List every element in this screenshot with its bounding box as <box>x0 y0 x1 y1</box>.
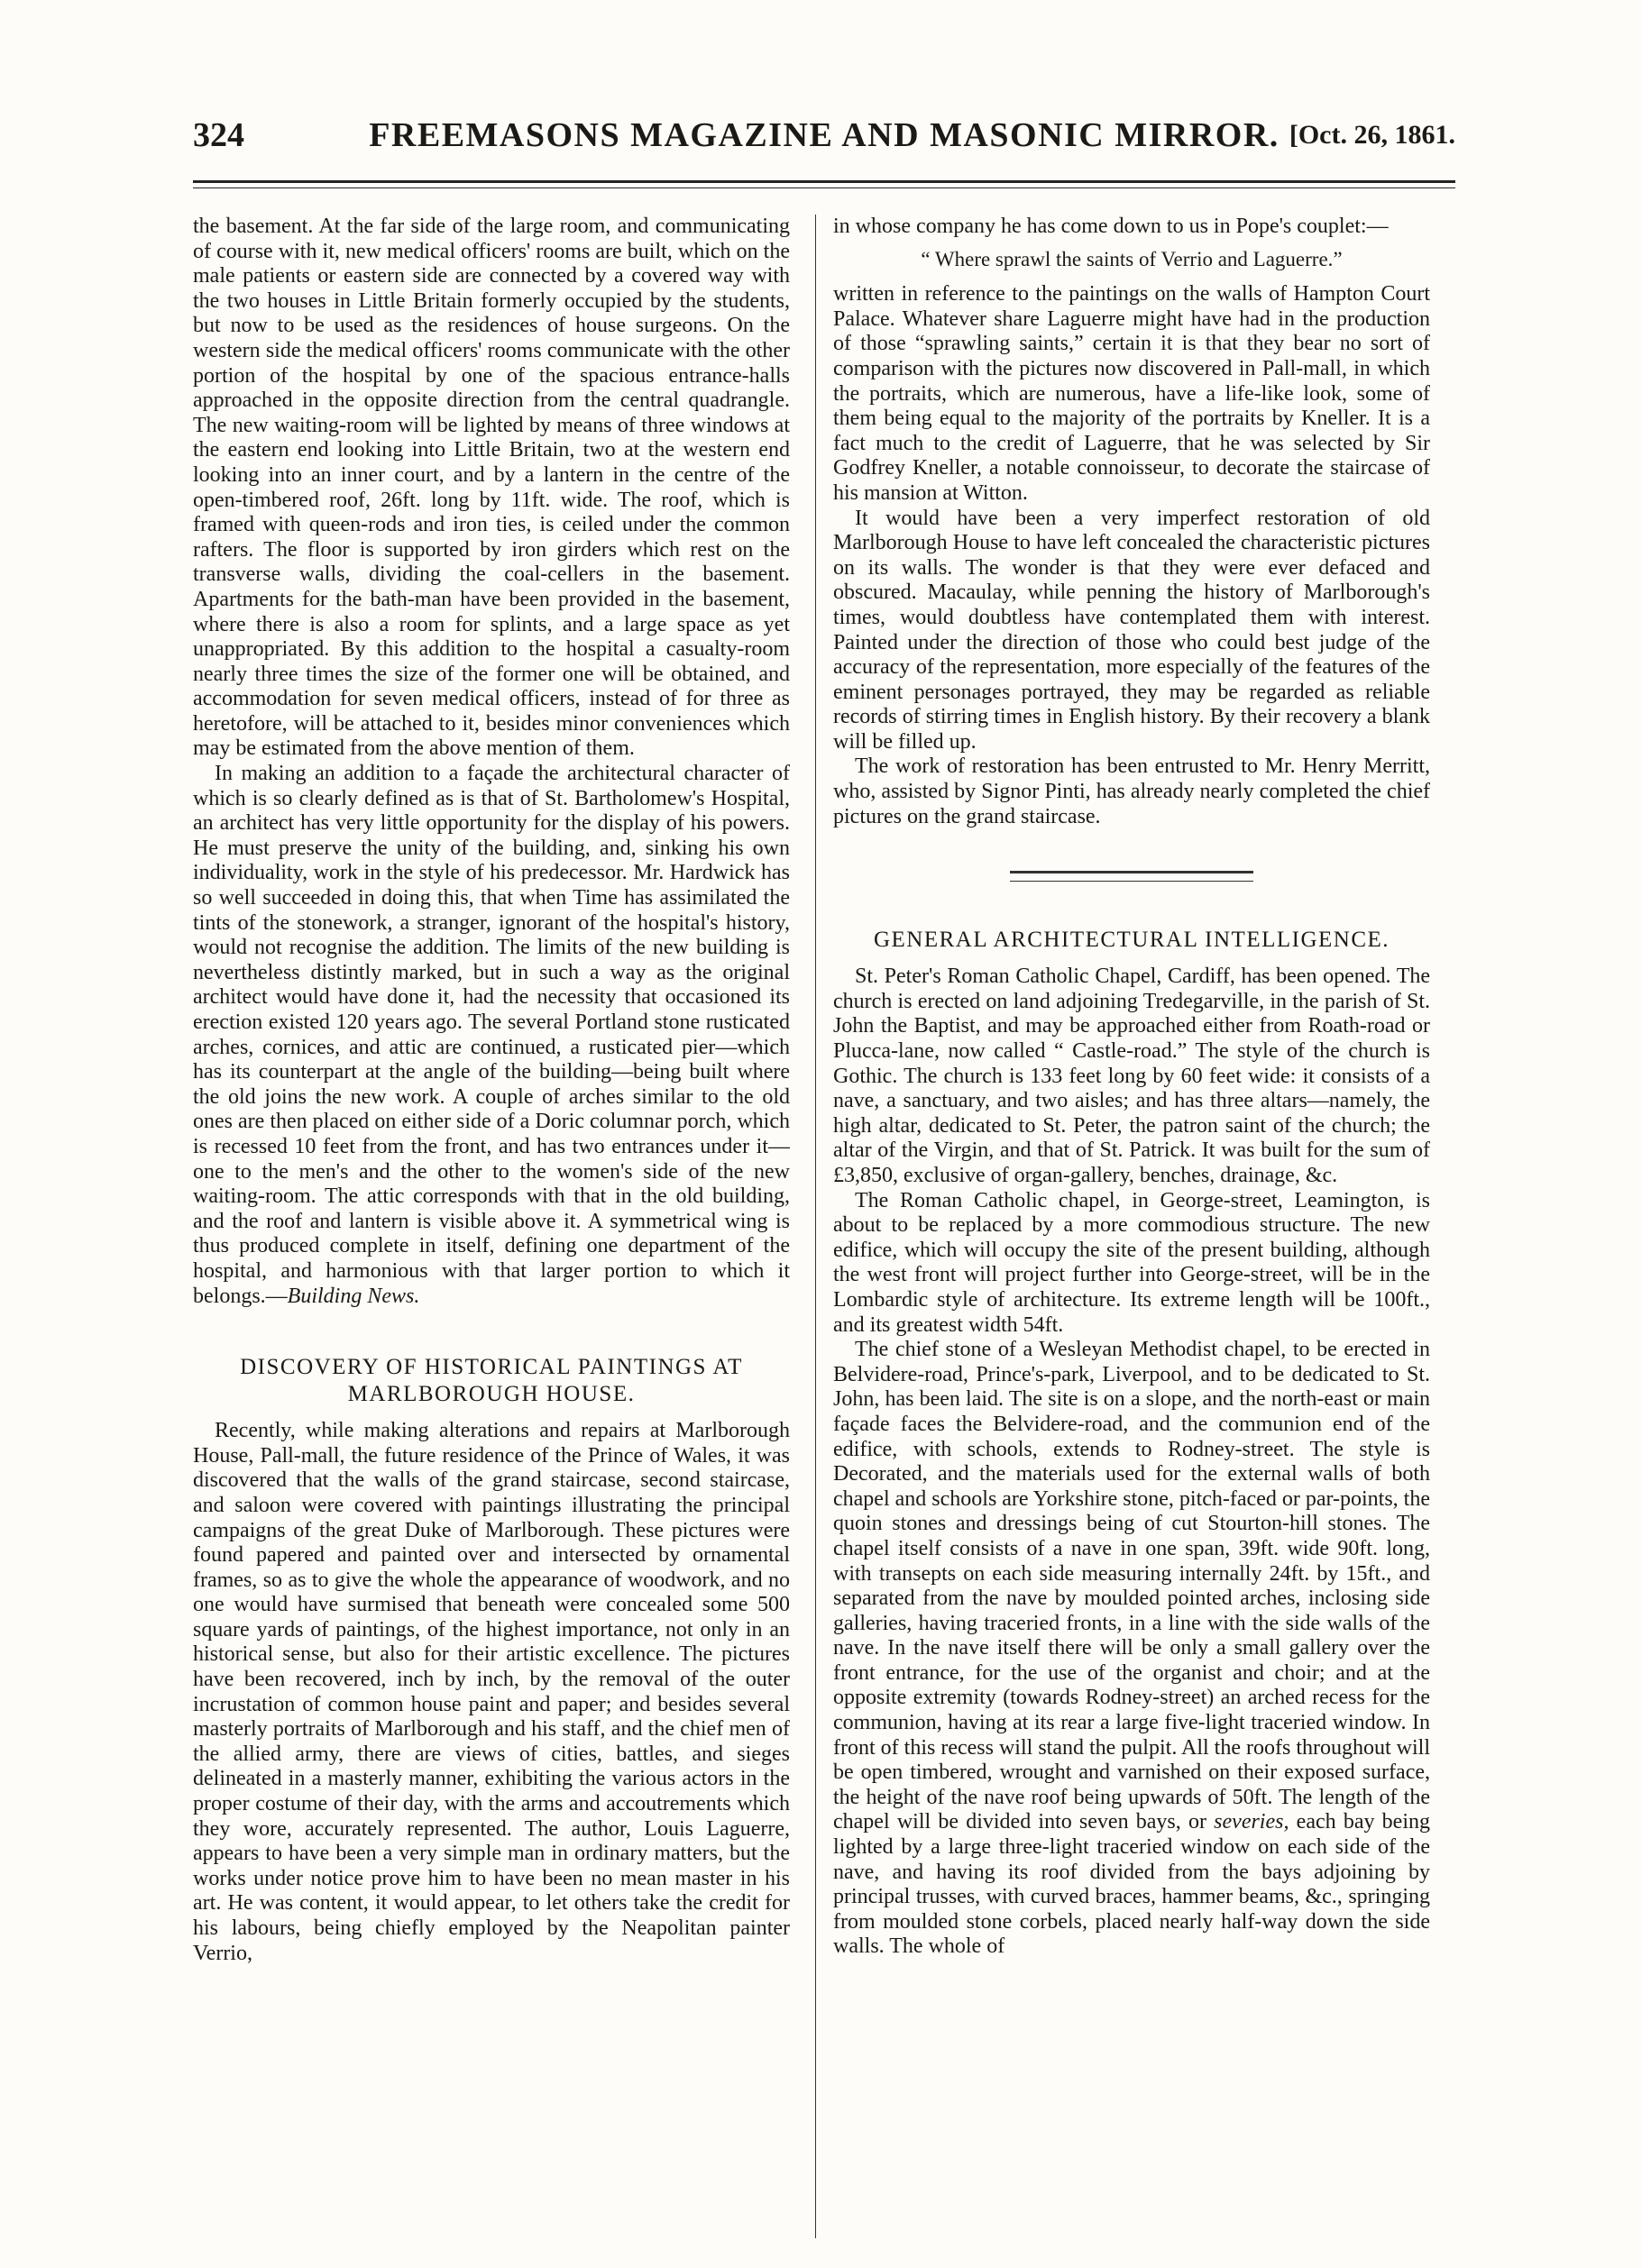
column-divider <box>815 215 816 2238</box>
header-rule-thick <box>193 180 1455 183</box>
paragraph-text: each bay being lighted by a large three-light traceried window on each side of the nave, and having its roof divided from the bays adjoining by principal trusses, with curved braces, hammer beams, &c., springing from moulded stone corbels, placed nearly half-way down the side walls. The whole of <box>833 1810 1430 1959</box>
running-header <box>193 112 1455 169</box>
article-heading: GENERAL ARCHITECTURAL INTELLIGENCE. <box>873 928 1390 953</box>
paragraph-text: In making an addition to a façade the architectural character of which is so clearly defined as is that of St. Bartholomew's Hospital, an architect has very little opportunity for the display of his powers. He must preserve the unity of the building, and, sinking his own individuality, work in the style of his predecessor. Mr. Hardwick has so well succeeded in doing this, that when Time has assimilated the tints of the stonework, a stranger, ignorant of the hospital's history, would not recognise the addition. The limits of the new building is nevertheless distintly marked, but in such a way as the original architect would have done it, had the necessity that occasioned its erection existed 120 years ago. The several Portland stone rusticated arches, cornices, and attic are continued, a rusticated pier—which has its counterpart at the angle of the building—being built where the old joins the new work. A couple of arches similar to the old ones are then placed on either side of a Doric columnar porch, which is recessed 10 feet from the front, and has two entrances under it—one to the men's and the other to the women's side of the new waiting-room. The attic corresponds with that in the old building, and the roof and lantern is visible above it. A symmetrical wing is thus produced complete in itself, defining one department of the hospital, and harmonious with that larger portion to which it belongs.— <box>193 762 790 1308</box>
paragraph-text: The chief stone of a Wesleyan Methodist chapel, to be erected in Belvidere-road, Prince's-park, Liverpool, and to be dedicated to St. John, has been laid. The site is on a slope, and the north-east or main façade faces the Belvidere-road, and the communion end of the edifice, with schools, extends to Rodney-street. The style is Decorated, and the materials used for the external walls of both chapel and schools are Yorkshire stone, pitch-faced or par-points, the quoin stones and dressings being of cut Stourton-hill stones. The chapel itself consists of a nave in one span, 39ft. wide 90ft. long, with transepts on each side measuring internally 24ft. by 15ft., and separated from the nave by moulded pointed arches, inclosing side galleries, having traceried fronts, in a line with the side walls of the nave. In the nave itself there will be only a small gallery over the front entrance, for the use of the organist and choir; and at the opposite extremity (towards Rodney-street) an arched recess for the communion, having at its rear a large five-light traceried window. In front of this recess will stand the pulpit. All the roofs throughout will be open timbered, wrought and varnished on their exposed surface, the height of the nave roof being upwards of 50ft. The length of the chapel will be divided into seven bays, or <box>833 1338 1430 1834</box>
article-paragraph: the basement. At the far side of the large room, and communicating of course with it, new medical officers' rooms are built, which on the male patients or eastern side are connected by a covered way with the two houses in Little Britain formerly occupied by the students, but now to be used as the residences of house surgeons. On the western side the medical officers' rooms communicate with the other portion of the hospital by one of the spacious entrance-halls approached in the opposite direction from the central quadrangle. The new waiting-room will be lighted by means of three windows at the eastern end looking into Little Britain, two at the western end looking into an inner court, and by a lantern in the centre of the open-timbered roof, 26ft. long by 11ft. wide. The roof, which is framed with queen-rods and iron ties, is ceiled under the common rafters. The floor is supported by iron girders which rest on the transverse walls, dividing the coal-cellers in the basement. Apartments for the bath-man have been provided in the basement, where there is also a room for splints, and a large space as yet unappropriated. By this addition to the hospital a casualty-room nearly three times the size of the former one will be obtained, and accommodation for seven medical officers, instead of for three as heretofore, will be attached to it, besides minor conveniences which may be estimated from the above mention of them. <box>193 215 790 761</box>
article-heading: DISCOVERY OF HISTORICAL PAINTINGS AT MARLBOROUGH HOUSE. <box>240 1355 743 1407</box>
article-paragraph: St. Peter's Roman Catholic Chapel, Cardiff, has been opened. The church is erected on land adjoining Tredegarville, in the parish of St. John the Baptist, and may be approached either from Roath-road or Plucca-lane, now called “ Castle-road.” The style of the church is Gothic. The church is 133 feet long by 60 feet wide: it consists of a nave, a sanctuary, and two aisles; and has three altars—namely, the high altar, dedicated to St. Peter, the patron saint of the church; the altar of the Virgin, and that of St. Patrick. It was built for the sum of £3,850, exclusive of organ-gallery, benches, drainage, &c. <box>833 965 1430 1187</box>
page-number: 324 <box>193 116 244 154</box>
section-divider <box>1010 871 1253 882</box>
article-paragraph <box>833 1338 1430 1960</box>
article-paragraph: The Roman Catholic chapel, in George-street, Leamington, is about to be replaced by a more commodious structure. The new edifice, which will occupy the site of the present building, although the west front will project further into George-street, will be in the Lombardic style of architecture. Its extreme length will be 100ft., and its greatest width 54ft. <box>833 1188 1430 1337</box>
article-paragraph: in whose company he has come down to us in Pope's couplet:— <box>833 215 1389 238</box>
verse-quotation: “ Where sprawl the saints of Verrio and Laguerre.” <box>921 247 1343 270</box>
article-paragraph: It would have been a very imperfect restoration of old Marlborough House to have left concealed the characteristic pictures on its walls. The wonder is that they were ever defaced and obscured. Macaulay, while penning the history of Marlborough's times, would doubtless have contemplated them with interest. Painted under the direction of those who could best judge of the accuracy of the representation, more especially of the features of the eminent personages portrayed, they may be regarded as reliable records of stirring times in English history. By their recovery a blank will be filled up. <box>833 506 1430 754</box>
source-citation: Building News. <box>287 1284 420 1308</box>
article-paragraph: Recently, while making alterations and repairs at Marlborough House, Pall-mall, the future residence of the Prince of Wales, it was discovered that the walls of the grand staircase, second staircase, and saloon were covered with paintings illustrating the principal campaigns of the great Duke of Marlborough. These pictures were found papered and painted over and intersected by ornamental frames, so as to give the whole the appearance of woodwork, and no one would have surmised that beneath were concealed some 500 square yards of paintings, of the highest importance, not only in an historical sense, but also for their artistic excellence. The pictures have been recovered, inch by inch, by the removal of the outer incrustation of common house paint and paper; and besides several masterly portraits of Marlborough and his staff, and the chief men of the allied army, there are views of cities, battles, and sieges delineated in a masterly manner, exhibiting the various actors in the proper costume of their day, with the arms and accoutrements which they wore, accurately represented. The author, Louis Laguerre, appears to have been a very simple man in ordinary matters, but the works under notice prove him to have been no mean master in his art. He was content, it would appear, to let others take the credit for his labours, being chiefly employed by the Neapolitan painter Verrio, <box>193 1419 790 1965</box>
header-rule-thin <box>193 187 1455 188</box>
masthead-title: FREEMASONS MAGAZINE AND MASONIC MIRROR. <box>369 116 1280 154</box>
issue-date: [Oct. 26, 1861. <box>1289 120 1455 150</box>
left-column <box>193 215 790 2238</box>
right-column <box>833 215 1430 2238</box>
article-paragraph: The work of restoration has been entrusted to Mr. Henry Merritt, who, assisted by Signor Pinti, has already nearly completed the chief pictures on the grand staircase. <box>833 754 1430 828</box>
article-paragraph: written in reference to the paintings on the walls of Hampton Court Palace. Whatever share Laguerre might have had in the production of those “sprawling saints,” certain it is that they bear no sort of comparison with the pictures now discovered in Pall-mall, in which the portraits, which are numerous, have a life-like look, some of them being equal to the majority of the portraits by Kneller. It is a fact much to the credit of Laguerre, that he was selected by Sir Godfrey Kneller, a notable connoisseur, to decorate the staircase of his mansion at Witton. <box>833 282 1430 505</box>
article-paragraph <box>193 762 790 1309</box>
italic-term: severies, <box>1214 1810 1289 1834</box>
